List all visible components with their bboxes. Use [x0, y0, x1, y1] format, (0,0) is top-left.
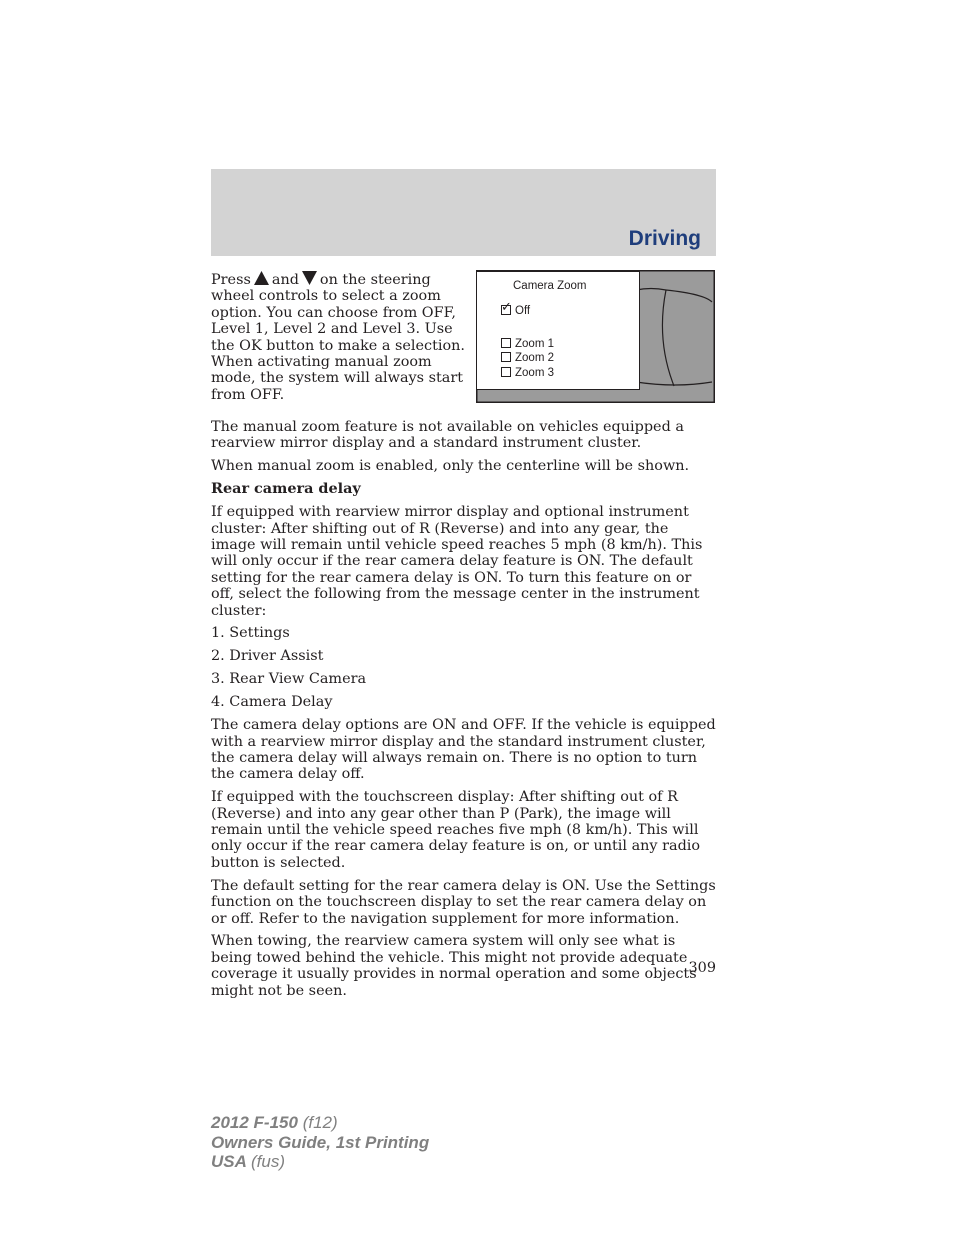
zoom-option-2[interactable] [501, 352, 554, 364]
zoom-option-label: Zoom 3 [515, 367, 554, 379]
section-header-bar [211, 169, 716, 256]
checkmark-icon: ✓ [501, 299, 512, 314]
footer-line-3 [211, 1152, 429, 1172]
footer-model-code: (f12) [302, 1113, 338, 1132]
paragraph: When towing, the rearview camera system will only see what is being towed behind the vehicle. This might not provide adequate coverage it usually provides in normal operation and some objects might not be seen. [211, 933, 697, 999]
footer-line-2: Owners Guide, 1st Printing [211, 1132, 430, 1152]
zoom-option-1[interactable] [501, 338, 554, 350]
list-item: 2. Driver Assist [211, 648, 324, 665]
zoom-option-3[interactable] [501, 367, 554, 379]
footer-market-code: (fus) [251, 1152, 285, 1171]
paragraph: The manual zoom feature is not available on vehicles equipped a rearview mirror display and a standard instrument cluster. [211, 419, 684, 452]
intro-press-text: Press [211, 272, 251, 288]
paragraph: If equipped with rearview mirror display and optional instrument cluster: After shifting out of R (Reverse) and into any gear, the image will remain until vehicle speed reaches 5 mph (8 km/h). This will only occur if the rear camera delay feature is ON. The default setting for the rear camera delay is ON. To turn this feature on or off, select the following from the message center in the instrument cluster: [211, 504, 703, 619]
zoom-option-off[interactable] [501, 299, 531, 317]
up-arrow-icon [254, 271, 269, 285]
paragraph: The camera delay options are ON and OFF. If the vehicle is equipped with a rearview mirror display and the standard instrument cluster, the camera delay will always remain on. There is no option to turn the camera delay off. [211, 717, 716, 783]
section-heading: Rear camera delay [211, 480, 361, 498]
intro-paragraph [211, 271, 469, 403]
camera-zoom-title: Camera Zoom [513, 280, 587, 292]
paragraph: The default setting for the rear camera delay is ON. Use the Settings function on the touchscreen display to set the rear camera delay on or off. Refer to the navigation supplement for more information. [211, 877, 716, 927]
footer-market: USA [211, 1152, 247, 1171]
zoom-option-label: Zoom 1 [515, 338, 554, 350]
camera-zoom-menu [476, 271, 640, 390]
main-content [211, 419, 717, 1006]
footer-model: 2012 F-150 [211, 1113, 298, 1132]
footer-line-1 [211, 1113, 429, 1133]
page-number: 309 [688, 960, 716, 976]
down-arrow-icon [302, 271, 317, 285]
paragraph: When manual zoom is enabled, only the centerline will be shown. [211, 458, 690, 475]
list-item: 4. Camera Delay [211, 694, 333, 711]
list-item: 1. Settings [211, 625, 290, 642]
footer [211, 1113, 429, 1172]
zoom-option-label: Off [515, 305, 531, 317]
list-item: 3. Rear View Camera [211, 671, 367, 688]
checkbox-icon [501, 367, 511, 377]
intro-and-text: and [271, 272, 299, 288]
intro-rest-text: on the steering wheel controls to select a zoom option. You can choose from OFF, Level 1, Level 2 and Level 3. Use the OK button to make a selection. When activating manual zoom mode, the system will always start from OFF. [211, 272, 466, 403]
section-title: Driving [628, 227, 701, 250]
checkbox-checked-icon [501, 299, 512, 315]
zoom-option-label: Zoom 2 [515, 352, 554, 364]
checkbox-icon [501, 352, 511, 362]
paragraph: If equipped with the touchscreen display: After shifting out of R (Reverse) and into any gear other than P (Park), the image will remain until the vehicle speed reaches five mph (8 km/h). This will only occur if the rear camera delay feature is on, or until any radio button is selected. [211, 789, 701, 871]
checkbox-icon [501, 338, 511, 348]
